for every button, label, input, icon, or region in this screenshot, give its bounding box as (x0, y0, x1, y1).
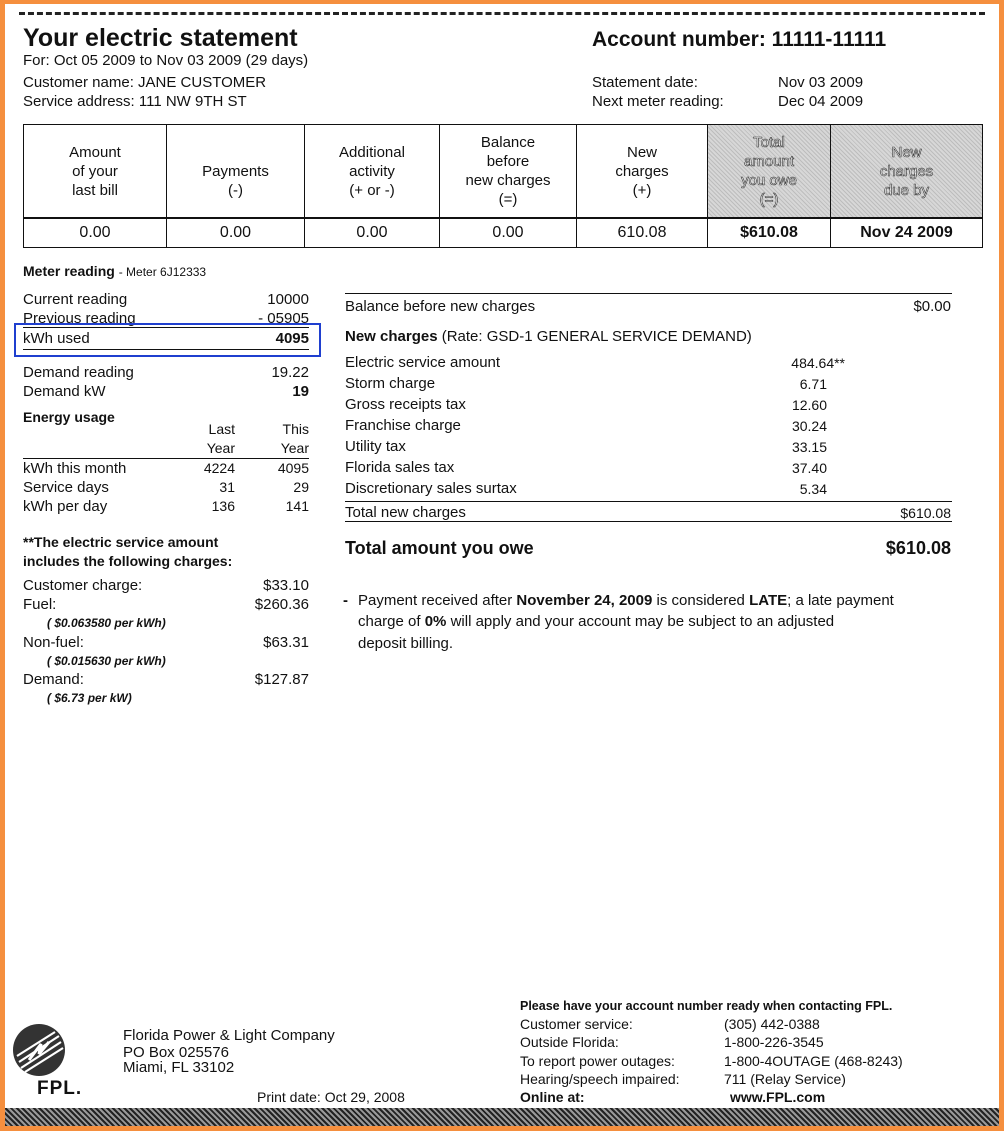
energy-row-last: 31 (219, 479, 235, 495)
meter-reading-heading (23, 263, 206, 279)
col-this-year: Year (280, 440, 309, 456)
late-notice-line-1 (358, 592, 894, 609)
charge-item-value: 5.34 (799, 481, 827, 497)
energy-usage-heading: Energy usage (23, 409, 115, 425)
company-box: PO Box 025576 (123, 1044, 229, 1061)
contact-label: Outside Florida: (520, 1034, 619, 1050)
total-owe: $610.08 (885, 538, 951, 558)
late-notice-line-3: deposit billing. (358, 635, 454, 652)
col-last-year: Year (206, 440, 235, 456)
statement-date: Nov 03 2009 (778, 74, 864, 91)
col-last-label: Last (208, 421, 235, 437)
bottom-pattern-bar (5, 1108, 999, 1126)
current-reading-label: Current reading (23, 291, 128, 308)
summary-col-balance (440, 125, 577, 247)
demand-label: Demand: (23, 671, 84, 688)
energy-divider (23, 458, 309, 459)
total-new-rule (345, 501, 952, 502)
website-link[interactable]: www.FPL.com (730, 1089, 826, 1105)
late-notice-line-2 (358, 613, 834, 630)
charge-item-value: 12.60 (791, 397, 827, 413)
charge-item-label: Franchise charge (345, 417, 461, 434)
new-charges-label: New charges (345, 328, 438, 345)
total-owe-label: Total amount you owe (345, 538, 534, 558)
contact-customer-service[interactable]: (305) 442-0388 (724, 1016, 820, 1032)
summary-header: Payments (-) (167, 125, 304, 219)
summary-value: 0.00 (219, 224, 252, 241)
summary-header: New charges (+) (577, 125, 707, 219)
col-this-label: This (282, 421, 309, 437)
charge-item-label: Storm charge (345, 375, 436, 392)
notice-text: is considered (652, 592, 750, 609)
previous-reading-label: Previous reading (23, 310, 136, 327)
billing-period: For: Oct 05 2009 to Nov 03 2009 (29 days) (23, 52, 309, 69)
includes-title-2: includes the following charges: (23, 553, 233, 569)
notice-due-date: November 24, 2009 (516, 592, 653, 609)
energy-row-this: 141 (285, 498, 309, 514)
summary-header: Amount of your last bill (24, 125, 166, 219)
notice-text: Payment received after (358, 592, 517, 609)
balance-before-label: Balance before new charges (345, 298, 536, 315)
contact-outages[interactable]: 1-800-4OUTAGE (468-8243) (724, 1053, 903, 1069)
page-title: Your electric statement (23, 24, 298, 52)
next-meter-label: Next meter reading: (592, 93, 724, 110)
charge-item-value: 6.71 (799, 376, 827, 392)
summary-value: $610.08 (740, 224, 798, 241)
customer-charge: $33.10 (263, 577, 309, 594)
nonfuel-label: Non-fuel: (23, 634, 84, 651)
notice-text: charge of (358, 613, 425, 630)
total-new-underline (345, 521, 952, 522)
notice-bullet: - (343, 592, 348, 609)
summary-value: 0.00 (79, 224, 111, 241)
contact-intro: Please have your account number ready when contacting FPL. (520, 999, 893, 1013)
charge-item-label: Florida sales tax (345, 459, 455, 476)
notice-text: will apply and your account may be subject to an adjusted (446, 613, 835, 630)
summary-col-total-owe (708, 125, 831, 247)
energy-row-last: 4224 (203, 460, 235, 476)
summary-value: 0.00 (356, 224, 388, 241)
contact-label: Customer service: (520, 1016, 633, 1032)
fuel-rate: ( $0.063580 per kWh) (47, 616, 166, 630)
contact-label: To report power outages: (520, 1053, 675, 1069)
total-new-label: Total new charges (345, 504, 466, 521)
top-dashed-border (19, 12, 985, 15)
new-charges-heading (345, 328, 752, 345)
account-summary-table (23, 124, 983, 248)
contact-label: Online at: (520, 1089, 585, 1105)
contact-relay[interactable]: 711 (Relay Service) (724, 1071, 846, 1087)
customer-charge-label: Customer charge: (23, 577, 143, 594)
energy-row-label: kWh this month (23, 460, 127, 477)
summary-col-payments (167, 125, 305, 247)
summary-header: Additional activity (+ or -) (305, 125, 439, 219)
summary-col-last-bill (24, 125, 167, 247)
fuel-label: Fuel: (23, 596, 57, 613)
charge-item-value: 30.24 (791, 418, 827, 434)
statement-page (5, 4, 999, 1126)
rate-label: (Rate: GSD-1 GENERAL SERVICE DEMAND) (441, 328, 752, 345)
total-new-charges: $610.08 (900, 505, 951, 521)
summary-value: 610.08 (617, 224, 667, 241)
charge-item-label: Utility tax (345, 438, 406, 455)
summary-col-new-charges (577, 125, 708, 247)
meter-divider (23, 349, 309, 350)
notice-late-pct: 0% (424, 613, 447, 630)
charge-item-value: 484.64** (791, 355, 845, 371)
summary-header: Balance before new charges (=) (440, 125, 576, 219)
charge-item-label: Gross receipts tax (345, 396, 466, 413)
nonfuel-rate: ( $0.015630 per kWh) (47, 654, 166, 668)
company-name: Florida Power & Light Company (123, 1027, 335, 1044)
account-number: Account number: 11111-11111 (592, 28, 887, 51)
demand-reading: 19.22 (271, 364, 309, 381)
charge-item-label: Electric service amount (345, 354, 501, 371)
meter-id: - Meter 6J12333 (118, 265, 207, 279)
energy-row-this: 29 (293, 479, 309, 495)
demand-reading-label: Demand reading (23, 364, 134, 381)
energy-row-label: Service days (23, 479, 109, 496)
charge-item-value: 37.40 (791, 460, 827, 476)
summary-col-additional (305, 125, 440, 247)
demand-rate: ( $6.73 per kW) (47, 691, 132, 705)
charge-item-value: 33.15 (791, 439, 827, 455)
summary-value: Nov 24 2009 (860, 224, 953, 241)
summary-value: 0.00 (492, 224, 524, 241)
current-reading: 10000 (267, 291, 309, 308)
energy-row-this: 4095 (277, 460, 309, 476)
print-date: Print date: Oct 29, 2008 (257, 1089, 405, 1105)
demand-charge: $127.87 (254, 671, 309, 688)
summary-header: Total amount you owe (=) (708, 125, 830, 219)
contact-label: Hearing/speech impaired: (520, 1071, 680, 1087)
includes-title: **The electric service amount (23, 534, 219, 550)
charges-top-rule (345, 293, 952, 294)
fuel-charge: $260.36 (254, 596, 309, 613)
balance-before: $0.00 (913, 298, 951, 315)
energy-row-last: 136 (211, 498, 235, 514)
nonfuel-charge: $63.31 (263, 634, 309, 651)
demand-kw-label: Demand kW (23, 383, 106, 400)
meter-title: Meter reading (23, 263, 115, 279)
energy-row-label: kWh per day (23, 498, 108, 515)
notice-late: LATE (749, 592, 788, 609)
statement-date-label: Statement date: (592, 74, 698, 91)
kwh-used-label: kWh used (23, 330, 90, 347)
company-city: Miami, FL 33102 (123, 1059, 235, 1076)
summary-col-due-by (831, 125, 982, 247)
customer-name: Customer name: JANE CUSTOMER (23, 74, 267, 91)
service-address: Service address: 111 NW 9TH ST (23, 93, 247, 110)
contact-outside-florida[interactable]: 1-800-226-3545 (724, 1034, 824, 1050)
fpl-logo-text: FPL. (37, 1078, 83, 1099)
next-meter-date: Dec 04 2009 (778, 93, 864, 110)
kwh-used: 4095 (275, 330, 309, 347)
charge-item-label: Discretionary sales surtax (345, 480, 517, 497)
previous-reading: - 05905 (258, 310, 309, 327)
notice-text: ; a late payment (787, 592, 894, 609)
fpl-logo-icon (11, 1022, 67, 1078)
summary-header: New charges due by (831, 125, 982, 219)
demand-kw: 19 (292, 383, 309, 400)
